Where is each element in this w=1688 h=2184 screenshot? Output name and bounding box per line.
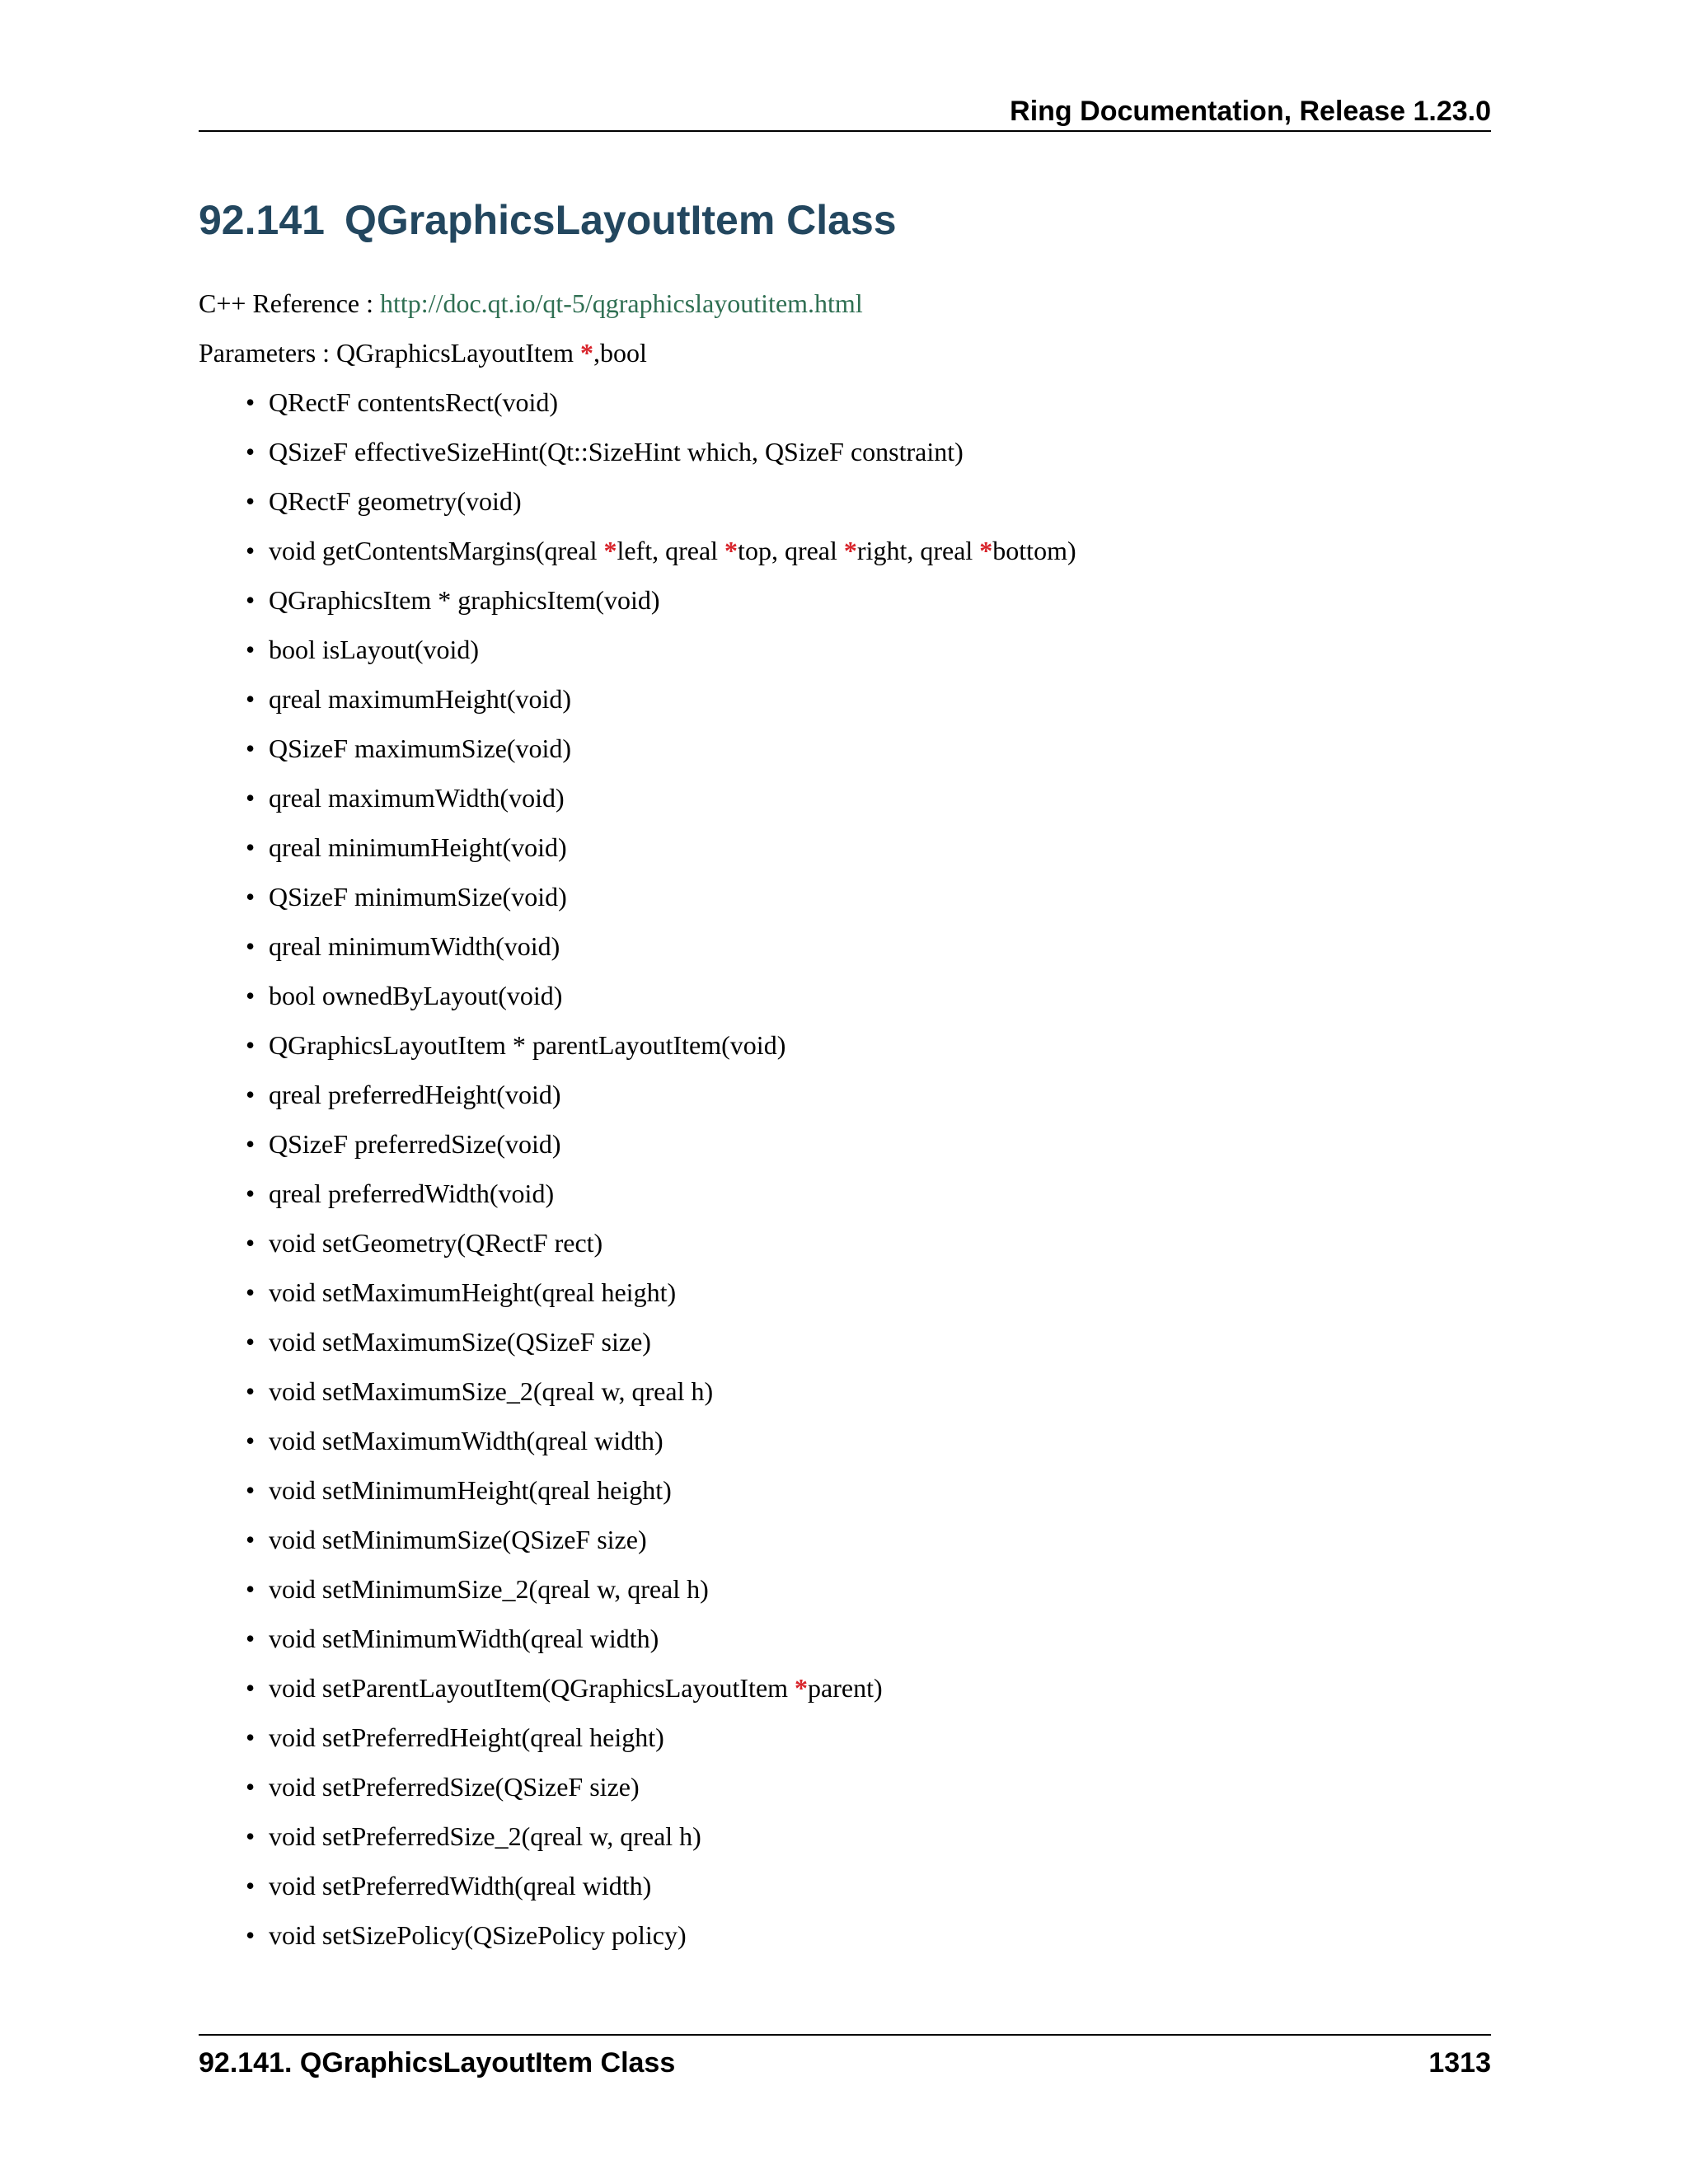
method-item [246,1126,1076,1175]
method-item [246,434,1076,483]
method-text: void setMinimumHeight(qreal height) [269,1475,672,1505]
pointer-star: * [579,338,593,368]
method-item [246,1076,1076,1126]
bullet-icon: • [246,1871,256,1900]
method-text: void setGeometry(QRectF rect) [269,1228,603,1258]
bullet-icon: • [246,585,256,615]
bullet-icon: • [246,1080,256,1109]
section-number: 92.141 [199,197,325,243]
method-item [246,1373,1076,1422]
method-text: QSizeF effectiveSizeHint(Qt::SizeHint which, QSizeF constraint) [269,437,964,466]
method-text: bottom) [992,536,1076,565]
method-text: void setMaximumSize(QSizeF size) [269,1327,651,1357]
method-text: QGraphicsLayoutItem * parentLayoutItem(void) [269,1030,786,1060]
bullet-icon: • [246,1722,256,1752]
method-item [246,1868,1076,1917]
bullet-icon: • [246,1821,256,1851]
bullet-icon: • [246,1525,256,1554]
method-text: void setPreferredHeight(qreal height) [269,1722,664,1752]
method-text: void setMaximumHeight(qreal height) [269,1277,677,1307]
method-text: bool isLayout(void) [269,635,480,664]
bullet-icon: • [246,1179,256,1208]
method-item [246,928,1076,977]
method-item [246,1175,1076,1225]
method-text: qreal maximumHeight(void) [269,684,572,714]
method-text: QRectF contentsRect(void) [269,387,559,417]
method-text: void setMinimumSize(QSizeF size) [269,1525,647,1554]
bullet-icon: • [246,832,256,862]
method-item [246,631,1076,681]
method-item [246,1521,1076,1571]
method-item [246,1719,1076,1769]
bullet-icon: • [246,635,256,664]
parameters-rest: ,bool [593,338,647,368]
method-item [246,1274,1076,1324]
bullet-icon: • [246,1426,256,1455]
method-text: void setMaximumSize_2(qreal w, qreal h) [269,1376,714,1406]
method-item [246,384,1076,434]
bullet-icon: • [246,684,256,714]
footer-page-number: 1313 [1428,2047,1491,2079]
method-text: void setMinimumWidth(qreal width) [269,1624,659,1653]
bullet-icon: • [246,1376,256,1406]
method-item [246,1571,1076,1620]
method-text: void setParentLayoutItem(QGraphicsLayoutItem [269,1673,795,1703]
method-text: bool ownedByLayout(void) [269,981,563,1010]
bullet-icon: • [246,1772,256,1802]
method-text: void setSizePolicy(QSizePolicy policy) [269,1920,687,1950]
pointer-star: * [603,536,617,565]
bullet-icon: • [246,733,256,763]
method-text: parent) [808,1673,883,1703]
pointer-star: * [979,536,993,565]
bullet-icon: • [246,1030,256,1060]
header-title: Ring Documentation, Release 1.23.0 [1010,96,1491,127]
method-item [246,1472,1076,1521]
method-item [246,483,1076,532]
method-item [246,1422,1076,1472]
method-text: void setPreferredSize(QSizeF size) [269,1772,640,1802]
bullet-icon: • [246,1920,256,1950]
method-item [246,582,1076,631]
method-text: QGraphicsItem * graphicsItem(void) [269,585,660,615]
bullet-icon: • [246,1624,256,1653]
method-text: qreal minimumHeight(void) [269,832,567,862]
bullet-icon: • [246,387,256,417]
method-item [246,532,1076,582]
pointer-star: * [843,536,857,565]
bullet-icon: • [246,882,256,912]
bullet-icon: • [246,1228,256,1258]
method-item [246,879,1076,928]
cpp-reference-line [199,285,863,321]
section-heading [199,191,897,249]
bullet-icon: • [246,486,256,516]
method-text: QSizeF minimumSize(void) [269,882,567,912]
method-item [246,780,1076,829]
method-text: QSizeF preferredSize(void) [269,1129,561,1159]
method-item [246,1818,1076,1868]
bullet-icon: • [246,1574,256,1604]
method-text: qreal minimumWidth(void) [269,931,560,961]
method-item [246,977,1076,1027]
method-item [246,1769,1076,1818]
method-text: right, qreal [856,536,980,565]
method-item [246,1670,1076,1719]
method-text: qreal preferredHeight(void) [269,1080,561,1109]
method-text: void setPreferredWidth(qreal width) [269,1871,652,1900]
footer-section-title: 92.141. QGraphicsLayoutItem Class [199,2047,676,2079]
method-text: qreal maximumWidth(void) [269,783,565,813]
method-text: QRectF geometry(void) [269,486,522,516]
parameters-label: Parameters : [199,338,337,368]
method-text: void setMinimumSize_2(qreal w, qreal h) [269,1574,709,1604]
bullet-icon: • [246,1673,256,1703]
cpp-reference-label: C++ Reference : [199,288,380,318]
bullet-icon: • [246,1277,256,1307]
bullet-icon: • [246,1475,256,1505]
method-item [246,1917,1076,1966]
method-item [246,1225,1076,1274]
pointer-star: * [795,1673,809,1703]
page-footer [199,2034,1491,2082]
bullet-icon: • [246,783,256,813]
method-item [246,1027,1076,1076]
method-item [246,730,1076,780]
page-header [199,92,1491,132]
bullet-icon: • [246,1129,256,1159]
method-item [246,1324,1076,1373]
method-list [246,384,1076,1966]
method-item [246,829,1076,879]
bullet-icon: • [246,931,256,961]
method-text: void setMaximumWidth(qreal width) [269,1426,663,1455]
method-item [246,681,1076,730]
bullet-icon: • [246,536,256,565]
parameters-line [199,335,647,371]
bullet-icon: • [246,437,256,466]
bullet-icon: • [246,981,256,1010]
parameters-type: QGraphicsLayoutItem [336,338,580,368]
method-text: top, qreal [738,536,844,565]
bullet-icon: • [246,1327,256,1357]
method-text: QSizeF maximumSize(void) [269,733,572,763]
method-item [246,1620,1076,1670]
method-text: void setPreferredSize_2(qreal w, qreal h) [269,1821,701,1851]
method-text: qreal preferredWidth(void) [269,1179,555,1208]
pointer-star: * [724,536,738,565]
section-title: QGraphicsLayoutItem Class [344,197,897,243]
cpp-reference-link[interactable]: http://doc.qt.io/qt-5/qgraphicslayoutitem.html [380,288,863,318]
method-text: void getContentsMargins(qreal [269,536,604,565]
method-text: left, qreal [617,536,725,565]
